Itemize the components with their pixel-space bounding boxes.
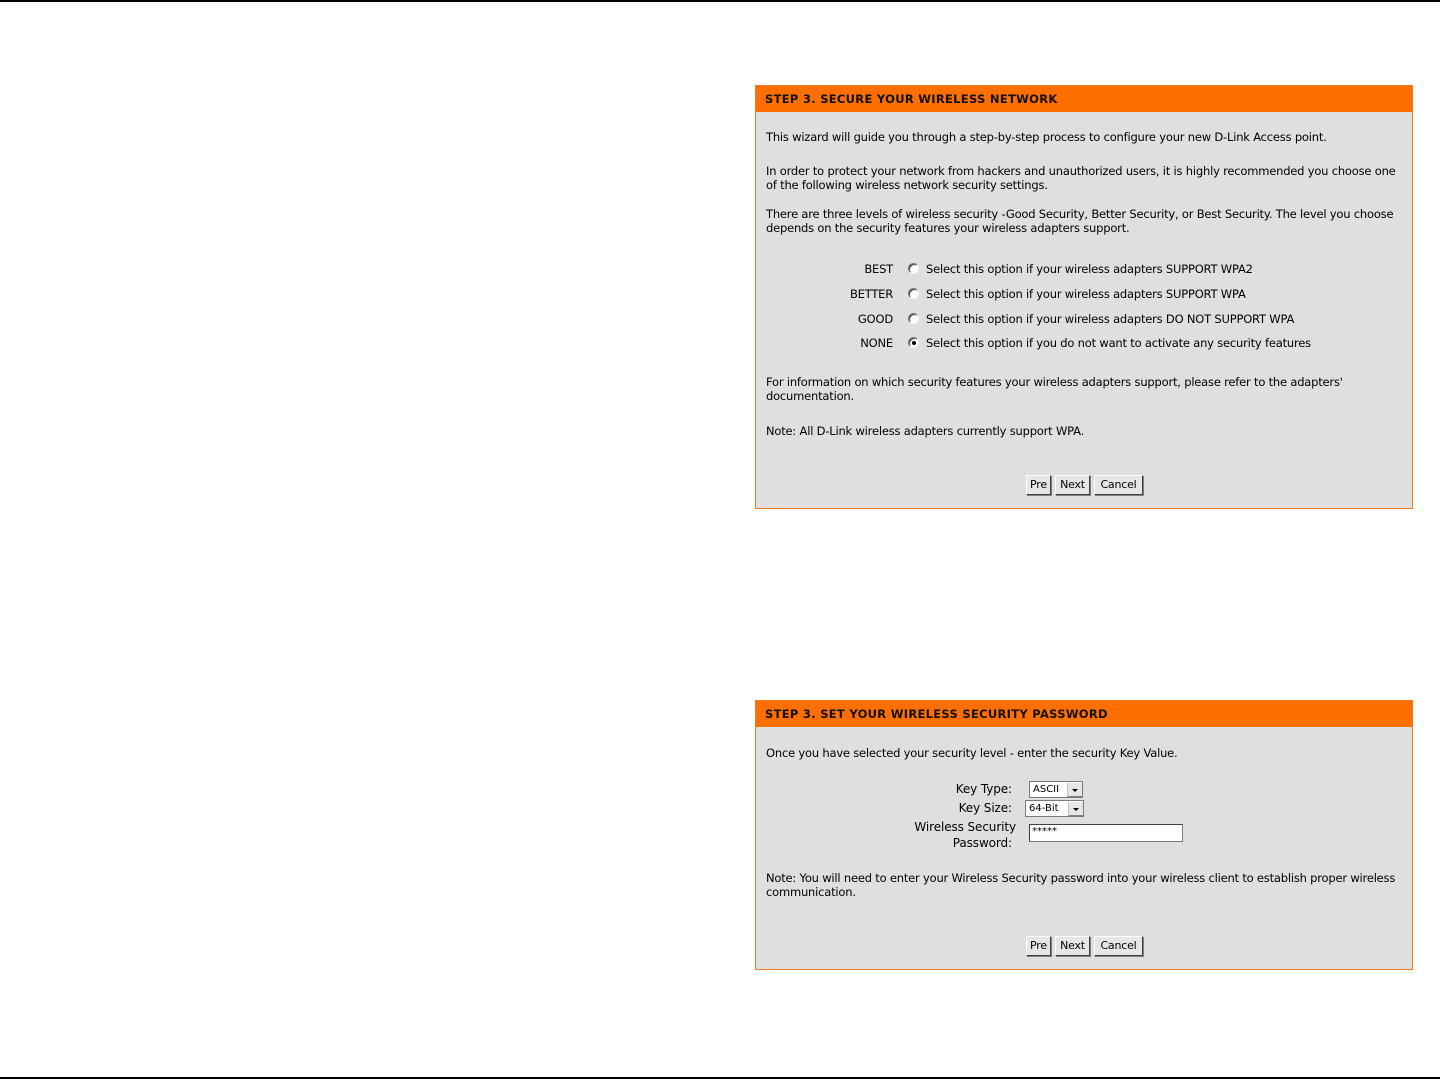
option-level-label: BEST (864, 262, 893, 276)
note-text: Note: All D-Link wireless adapters currently support WPA. (766, 424, 1085, 438)
levels-text: There are three levels of wireless security -Good Security, Better Security, or Best Security. The level you choose depends on the security features your wireless adapters support. (766, 207, 1394, 235)
panel-title: STEP 3. SET YOUR WIRELESS SECURITY PASSWORD (756, 701, 1412, 727)
top-rule (0, 0, 1440, 2)
key-size-label: Key Size: (958, 801, 1012, 815)
radio-better[interactable] (908, 288, 919, 299)
key-type-select[interactable] (1029, 781, 1083, 798)
password-input[interactable]: ***** (1029, 824, 1183, 842)
password-label-line2: Password: (952, 836, 1012, 850)
panel-title: STEP 3. SECURE YOUR WIRELESS NETWORK (756, 86, 1412, 112)
intro-text: Once you have selected your security level - enter the security Key Value. (766, 746, 1178, 760)
option-level-label: GOOD (857, 312, 893, 326)
security-option-none[interactable] (756, 335, 1412, 351)
radio-best[interactable] (908, 263, 919, 274)
pre-button[interactable]: Pre (1026, 475, 1051, 495)
radio-selected-dot (912, 341, 916, 345)
security-option-best[interactable] (756, 261, 1412, 277)
info-text: For information on which security features your wireless adapters support, please refer to the adapters' documentation. (766, 375, 1343, 403)
protect-text: In order to protect your network from hackers and unauthorized users, it is highly recommended you choose one of the following wireless network security settings. (766, 164, 1396, 192)
option-level-label: BETTER (849, 287, 893, 301)
chevron-down-icon[interactable] (1067, 782, 1082, 797)
option-description: Select this option if your wireless adapters SUPPORT WPA2 (926, 262, 1253, 276)
key-type-value: ASCII (1033, 784, 1060, 795)
option-description: Select this option if your wireless adapters DO NOT SUPPORT WPA (926, 312, 1295, 326)
radio-good[interactable] (908, 313, 919, 324)
key-size-select[interactable] (1025, 800, 1084, 817)
security-option-better[interactable] (756, 286, 1412, 302)
pre-button[interactable]: Pre (1026, 936, 1051, 956)
key-type-label: Key Type: (955, 782, 1012, 796)
next-button[interactable]: Next (1055, 475, 1090, 495)
security-password-panel (755, 700, 1413, 970)
chevron-down-icon[interactable] (1068, 801, 1083, 816)
next-button[interactable]: Next (1055, 936, 1090, 956)
bottom-rule (0, 1077, 1440, 1079)
key-size-value: 64-Bit (1029, 803, 1059, 814)
password-label-line1: Wireless Security (914, 820, 1016, 834)
option-description: Select this option if your wireless adapters SUPPORT WPA (926, 287, 1246, 301)
radio-none[interactable] (908, 337, 919, 348)
secure-wireless-panel (755, 85, 1413, 509)
intro-text: This wizard will guide you through a step-by-step process to configure your new D-Link Access point. (766, 130, 1327, 144)
option-level-label: NONE (860, 336, 893, 350)
security-option-good[interactable] (756, 311, 1412, 327)
option-description: Select this option if you do not want to activate any security features (926, 336, 1311, 350)
cancel-button[interactable]: Cancel (1094, 936, 1143, 956)
cancel-button[interactable]: Cancel (1094, 475, 1143, 495)
note-text: Note: You will need to enter your Wireless Security password into your wireless client to establish proper wireless communication. (766, 871, 1396, 899)
